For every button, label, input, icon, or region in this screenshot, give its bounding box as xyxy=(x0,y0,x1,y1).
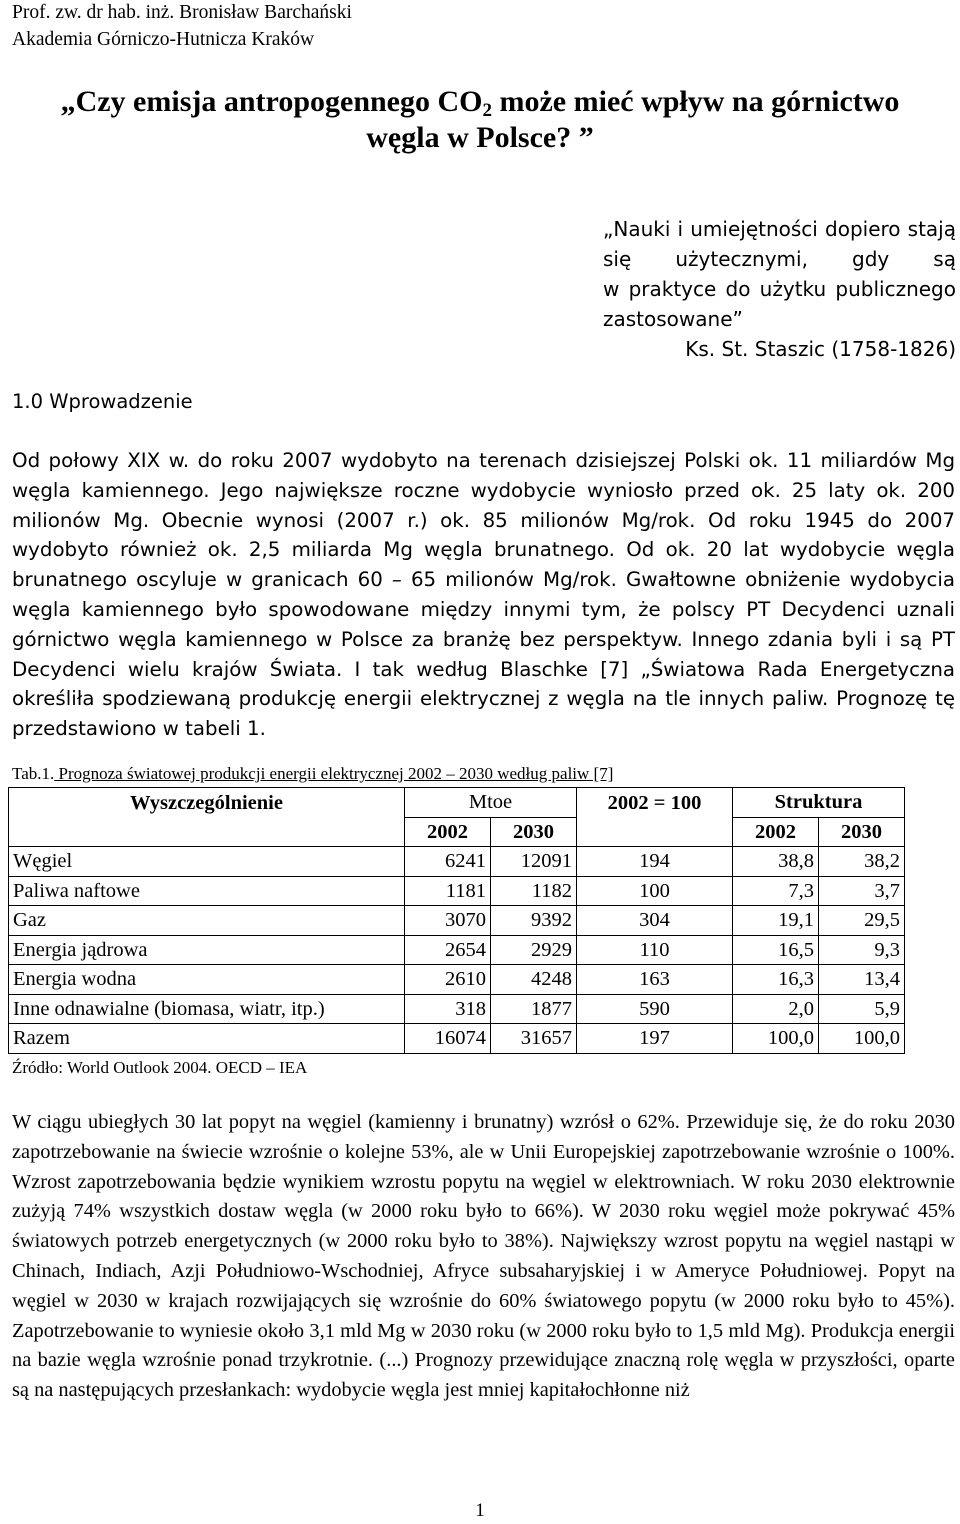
cell-structure-2002: 2,0 xyxy=(733,994,819,1024)
table-row xyxy=(9,847,905,877)
table-total-row xyxy=(9,1024,905,1054)
cell-structure-2002: 100,0 xyxy=(733,1024,819,1054)
cell-fuel-name: Gaz xyxy=(9,906,405,936)
cell-index: 197 xyxy=(577,1024,733,1054)
header-cell-empty xyxy=(577,817,733,847)
cell-index: 100 xyxy=(577,876,733,906)
motto-line: w praktyce do użytku publicznego xyxy=(603,277,956,301)
table-caption xyxy=(12,764,613,784)
cell-structure-2030: 13,4 xyxy=(819,965,905,995)
cell-index: 163 xyxy=(577,965,733,995)
cell-fuel-name: Węgiel xyxy=(9,847,405,877)
cell-fuel-name: Energia jądrowa xyxy=(9,935,405,965)
cell-structure-2030: 38,2 xyxy=(819,847,905,877)
table-caption-text: Prognoza światowej produkcji energii elektrycznej 2002 – 2030 według paliw [7] xyxy=(54,764,614,783)
cell-mtoe-2030: 1182 xyxy=(491,876,577,906)
cell-index: 110 xyxy=(577,935,733,965)
table-row xyxy=(9,935,905,965)
table-caption-prefix: Tab.1. xyxy=(12,764,55,783)
cell-structure-2002: 16,3 xyxy=(733,965,819,995)
author-name: Prof. zw. dr hab. inż. Bronisław Barchański xyxy=(12,2,352,23)
header-cell-structure: Struktura xyxy=(733,788,905,818)
cell-structure-2002: 38,8 xyxy=(733,847,819,877)
cell-mtoe-2002: 318 xyxy=(405,994,491,1024)
intro-paragraph: Od połowy XIX w. do roku 2007 wydobyto na terenach dzisiejszej Polski ok. 11 miliardów Mg węgla kamiennego. Jego największe roczne wydobycie wyniosło przed ok. 25 laty ok. 200 milionów Mg. Obecnie wynosi (2007 r.) ok. 85 milionów Mg/rok. Od roku 1945 do 2007 wydobyto również ok. 2,5 miliarda Mg węgla brunatnego. Od ok. 20 lat wydobycie węgla brunatnego oscyluje w granicach 60 – 65 milionów Mg/rok. Gwałtowne obniżenie wydobycia węgla kamiennego było spowodowane między innymi tym, że polscy PT Decydenci uznali górnictwo węgla kamiennego w Polsce za branżę bez perspektyw. Innego zdania byli i są PT Decydenci wielu krajów Świata. I tak według Blaschke [7] „Światowa Rada Energetyczna określiła spodziewaną produkcję energii elektrycznej z węgla na tle innych paliw. Prognozę tę przedstawiono w tabeli 1. xyxy=(12,449,955,741)
document-title-line1 xyxy=(0,84,960,120)
cell-structure-2002: 16,5 xyxy=(733,935,819,965)
cell-mtoe-2030: 12091 xyxy=(491,847,577,877)
table-row xyxy=(9,876,905,906)
cell-mtoe-2002: 2654 xyxy=(405,935,491,965)
cell-mtoe-2030: 31657 xyxy=(491,1024,577,1054)
header-cell-year: 2002 xyxy=(733,817,819,847)
section-heading: 1.0 Wprowadzenie xyxy=(12,390,193,413)
table-row xyxy=(9,994,905,1024)
table-source: Źródło: World Outlook 2004. OECD – IEA xyxy=(12,1058,308,1077)
header-cell-year: 2030 xyxy=(491,817,577,847)
cell-mtoe-2002: 16074 xyxy=(405,1024,491,1054)
cell-structure-2030: 3,7 xyxy=(819,876,905,906)
motto-line: zastosowane” xyxy=(603,307,743,331)
header-cell-mtoe: Mtoe xyxy=(405,788,577,818)
document-title-line2: węgla w Polsce? ” xyxy=(366,121,594,154)
page-number: 1 xyxy=(475,1500,485,1521)
cell-structure-2030: 100,0 xyxy=(819,1024,905,1054)
header-cell-year: 2030 xyxy=(819,817,905,847)
cell-structure-2030: 9,3 xyxy=(819,935,905,965)
cell-fuel-name: Energia wodna xyxy=(9,965,405,995)
author-affiliation: Akademia Górniczo-Hutnicza Kraków xyxy=(12,29,315,50)
cell-structure-2030: 29,5 xyxy=(819,906,905,936)
cell-mtoe-2002: 6241 xyxy=(405,847,491,877)
table-row xyxy=(9,965,905,995)
cell-fuel-name: Inne odnawialne (biomasa, wiatr, itp.) xyxy=(9,994,405,1024)
motto-line: „Nauki i umiejętności dopiero stają xyxy=(603,217,956,241)
header-cell-empty xyxy=(9,817,405,847)
table-header-row xyxy=(9,817,905,847)
cell-mtoe-2002: 3070 xyxy=(405,906,491,936)
cell-mtoe-2002: 1181 xyxy=(405,876,491,906)
cell-structure-2002: 7,3 xyxy=(733,876,819,906)
cell-mtoe-2030: 9392 xyxy=(491,906,577,936)
cell-index: 194 xyxy=(577,847,733,877)
header-cell-year: 2002 xyxy=(405,817,491,847)
cell-index: 590 xyxy=(577,994,733,1024)
closing-paragraph: W ciągu ubiegłych 30 lat popyt na węgiel (kamienny i brunatny) wzrósł o 62%. Przewiduje się, że do roku 2030 zapotrzebowanie na świecie wzrośnie o kolejne 53%, ale w Unii Europejskiej zapotrzebowanie wzrośnie o 100%. Wzrost zapotrzebowania będzie wynikiem wzrostu popytu na węgiel w elektrowniach. W roku 2030 elektrownie zużyją 74% wszystkich dostaw węgla (w 2000 roku było to 66%). W 2030 roku węgiel może pokrywać 45% światowych potrzeb energetycznych (w 2000 roku było to 38%). Największy wzrost popytu na węgiel nastąpi w Chinach, Indiach, Azji Południowo-Wschodniej, Afryce subsaharyjskiej i w Ameryce Południowej. Popyt na węgiel w 2030 w krajach rozwijających się wzrośnie do 60% światowego popytu (w 2000 roku było to 45%). Zapotrzebowanie to wyniesie około 3,1 mld Mg w 2030 roku (w 2000 roku było to 1,5 mld Mg). Produkcja energii na bazie węgla wzrośnie ponad trzykrotnie. (...) Prognozy przewidujące znaczną rolę węgla w przyszłości, oparte są na następujących przesłankach: wydobycie węgla jest mniej kapitałochłonne niż xyxy=(12,1111,955,1402)
cell-mtoe-2030: 4248 xyxy=(491,965,577,995)
title-text-part2: może mieć wpływ na górnictwo xyxy=(492,85,900,118)
cell-structure-2002: 19,1 xyxy=(733,906,819,936)
header-cell-index: 2002 = 100 xyxy=(577,788,733,818)
cell-mtoe-2030: 2929 xyxy=(491,935,577,965)
forecast-table xyxy=(8,787,905,1054)
title-subscript: 2 xyxy=(482,100,492,121)
cell-structure-2030: 5,9 xyxy=(819,994,905,1024)
table-header-row xyxy=(9,788,905,818)
motto-line: się użytecznymi, gdy są xyxy=(603,247,956,271)
header-cell-name: Wyszczególnienie xyxy=(9,788,405,818)
cell-mtoe-2030: 1877 xyxy=(491,994,577,1024)
motto-signature: Ks. St. Staszic (1758-1826) xyxy=(685,337,956,361)
cell-fuel-name: Razem xyxy=(9,1024,405,1054)
motto-quote xyxy=(603,214,956,364)
title-text-part1: „Czy emisja antropogennego CO xyxy=(60,85,483,118)
cell-mtoe-2002: 2610 xyxy=(405,965,491,995)
cell-index: 304 xyxy=(577,906,733,936)
table-row xyxy=(9,906,905,936)
cell-fuel-name: Paliwa naftowe xyxy=(9,876,405,906)
